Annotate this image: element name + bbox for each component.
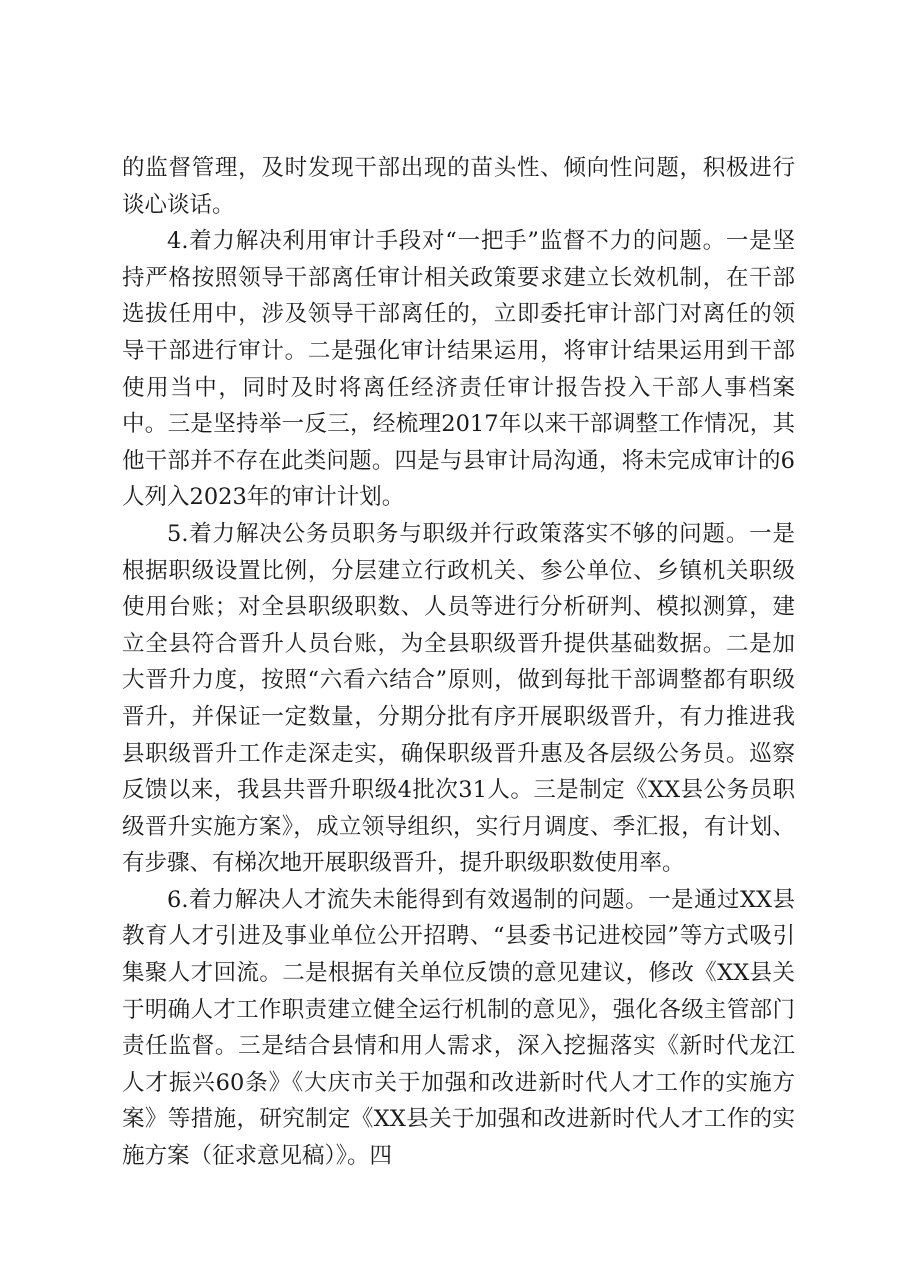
paragraph-item-5: 5.着力解决公务员职务与职级并行政策落实不够的问题。一是根据职级设置比例，分层建立行政机关、参公单位、乡镇机关职级使用台账；对全县职级职数、人员等进行分析研判、模拟测算，建立全县符合晋升人员台账，为全县职级晋升提供基础数据。二是加大晋升力度，按照“六看六结合”原则，做到每批干部调整都有职级晋升，并保证一定数量，分期分批有序开展职级晋升，有力推进我县职级晋升工作走深走实，确保职级晋升惠及各层级公务员。巡察反馈以来，我县共晋升职级4批次31人。三是制定《XX县公务员职级晋升实施方案》，成立领导组织，实行月调度、季汇报，有计划、有步骤、有梯次地开展职级晋升，提升职级职数使用率。: [122, 520, 795, 877]
document-body: [122, 150, 795, 1175]
paragraph-item-6: 6.着力解决人才流失未能得到有效遏制的问题。一是通过XX县教育人才引进及事业单位公开招聘、“县委书记进校园”等方式吸引集聚人才回流。二是根据有关单位反馈的意见建议，修改《XX县关于明确人才工作职责建立健全运行机制的意见》，强化各级主管部门责任监督。三是结合县情和用人需求，深入挖掘落实《新时代龙江人才振兴60条》《大庆市关于加强和改进新时代人才工作的实施方案》等措施，研究制定《XX县关于加强和改进新时代人才工作的实施方案（征求意见稿）》。四: [122, 886, 795, 1170]
paragraph-continuation: 的监督管理，及时发现干部出现的苗头性、倾向性问题，积极进行谈心谈话。: [122, 155, 795, 218]
paragraph-item-4: 4.着力解决利用审计手段对“一把手”监督不力的问题。一是坚持严格按照领导干部离任审计相关政策要求建立长效机制，在干部选拔任用中，涉及领导干部离任的，立即委托审计部门对离任的领导干部进行审计。二是强化审计结果运用，将审计结果运用到干部使用当中，同时及时将离任经济责任审计报告投入干部人事档案中。三是坚持举一反三，经梳理2017年以来干部调整工作情况，其他干部并不存在此类问题。四是与县审计局沟通，将未完成审计的6人列入2023年的审计计划。: [122, 228, 795, 511]
